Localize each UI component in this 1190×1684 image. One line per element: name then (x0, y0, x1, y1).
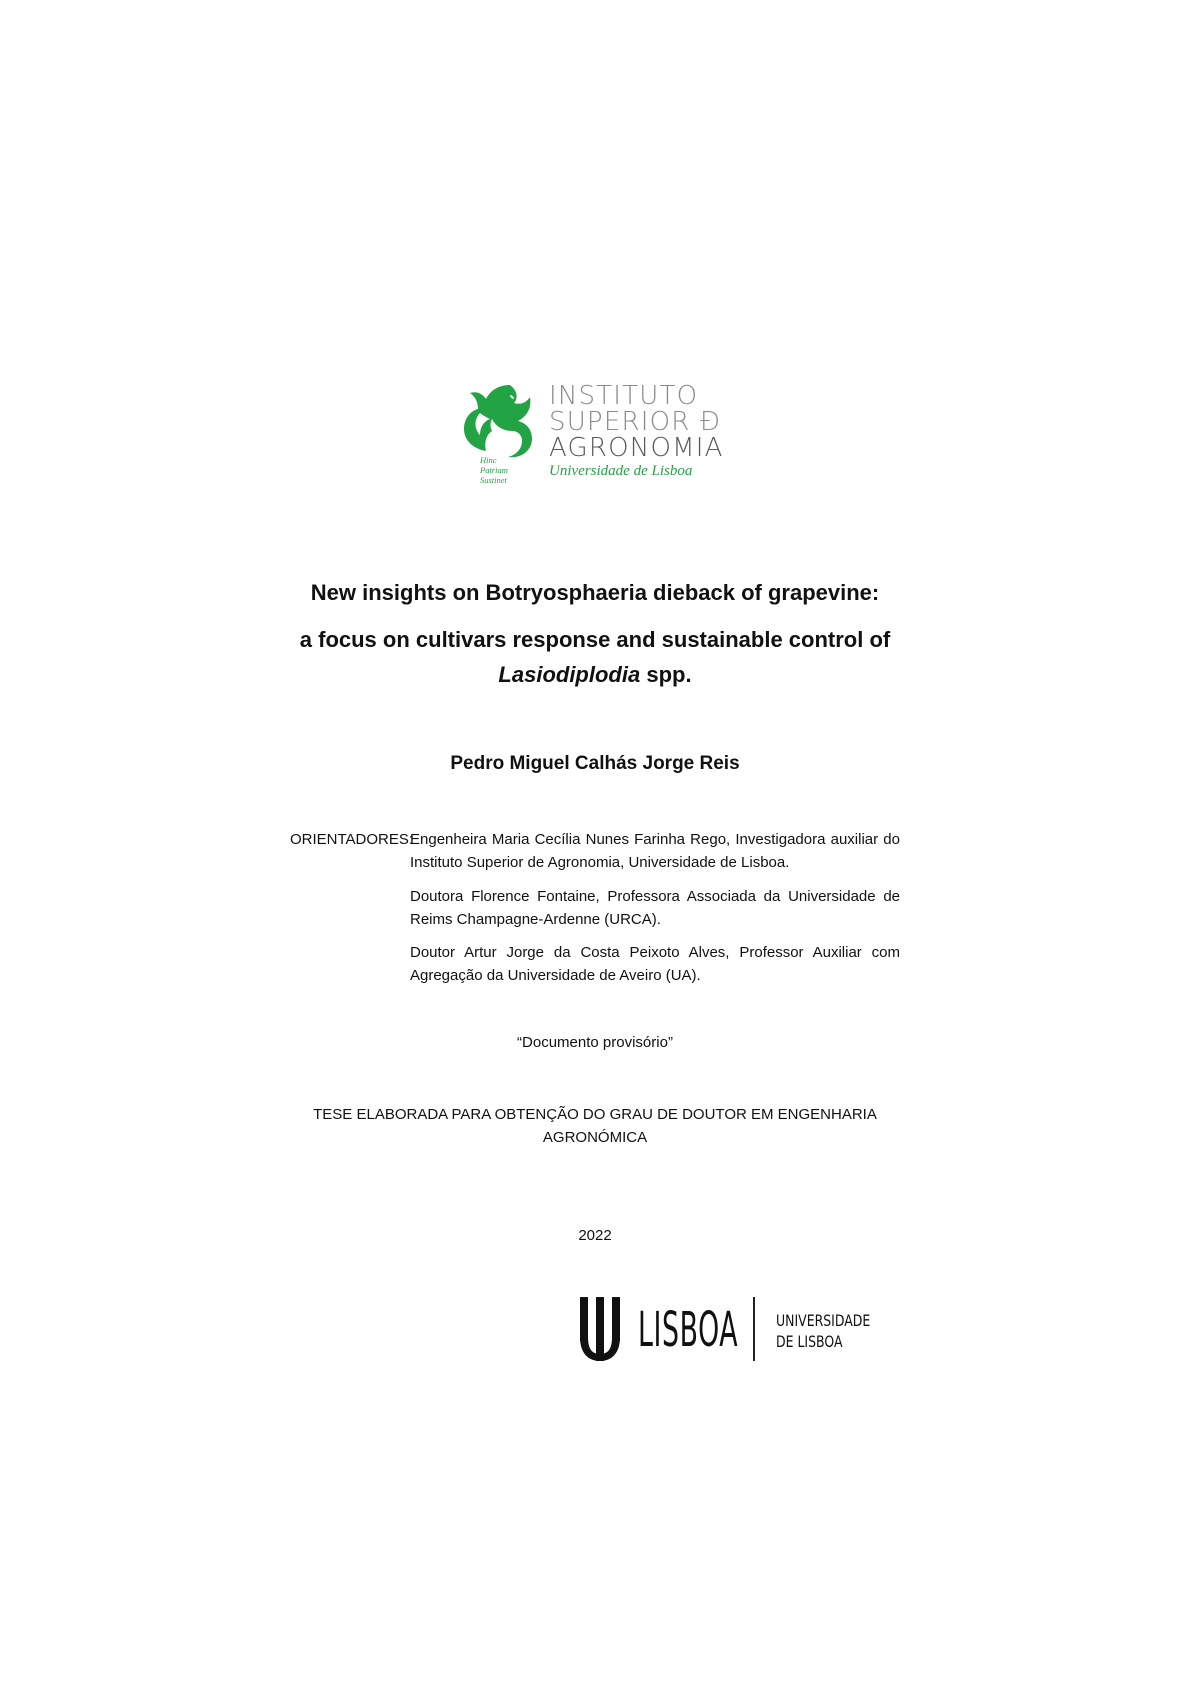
isa-line-3: AGRONOMIA (549, 433, 724, 463)
ulisboa-logo (578, 1297, 888, 1367)
isa-motto (480, 455, 520, 485)
author-name: Pedro Miguel Calhás Jorge Reis (450, 753, 740, 774)
advisor-entry: Doutor Artur Jorge da Costa Peixoto Alves, Professor Auxiliar com Agregação da Universidade de Aveiro (UA). (410, 944, 900, 984)
logo-divider (753, 1297, 755, 1361)
thesis-title-line-3 (0, 662, 1190, 688)
advisors-label: ORIENTADORES: (290, 831, 414, 848)
genus-name: Lasiodiplodia (498, 662, 641, 687)
isa-wordmark (549, 383, 724, 481)
isa-subtitle: Universidade de Lisboa (549, 463, 693, 479)
species-suffix: spp. (640, 662, 692, 687)
ulisboa-name-line-2: DE LISBOA (776, 1332, 843, 1351)
u-letter-icon (578, 1297, 622, 1363)
isa-line-2: SUPERIOR Ð (549, 407, 722, 437)
year: 2022 (578, 1227, 612, 1244)
thesis-statement: TESE ELABORADA PARA OBTENÇÃO DO GRAU DE DOUTOR EM ENGENHARIA AGRONÓMICA (313, 1106, 877, 1146)
advisor-entry: Doutora Florence Fontaine, Professora Associada da Universidade de Reims Champagne-Ardenne (URCA). (410, 888, 900, 928)
motto-line: Patriam (480, 465, 508, 475)
lisboa-wordmark: LISBOA (638, 1302, 739, 1358)
advisor-entry: Engenheira Maria Cecília Nunes Farinha Rego, Investigadora auxiliar do Instituto Superior de Agronomia, Universidade de Lisboa. (410, 831, 900, 871)
thesis-title-line-2: a focus on cultivars response and sustainable control of (299, 627, 891, 652)
motto-line: Sustinet (480, 475, 507, 485)
motto-line: Hinc (480, 455, 497, 465)
thesis-title-line-1: New insights on Botryosphaeria dieback of grapevine: (310, 580, 880, 605)
ulisboa-name-line-1: UNIVERSIDADE (776, 1311, 871, 1330)
provisional-note: “Documento provisório” (517, 1034, 673, 1051)
isa-logo (460, 383, 730, 495)
ulisboa-name (776, 1310, 870, 1352)
isa-line-1: INSTITUTO (549, 381, 699, 411)
